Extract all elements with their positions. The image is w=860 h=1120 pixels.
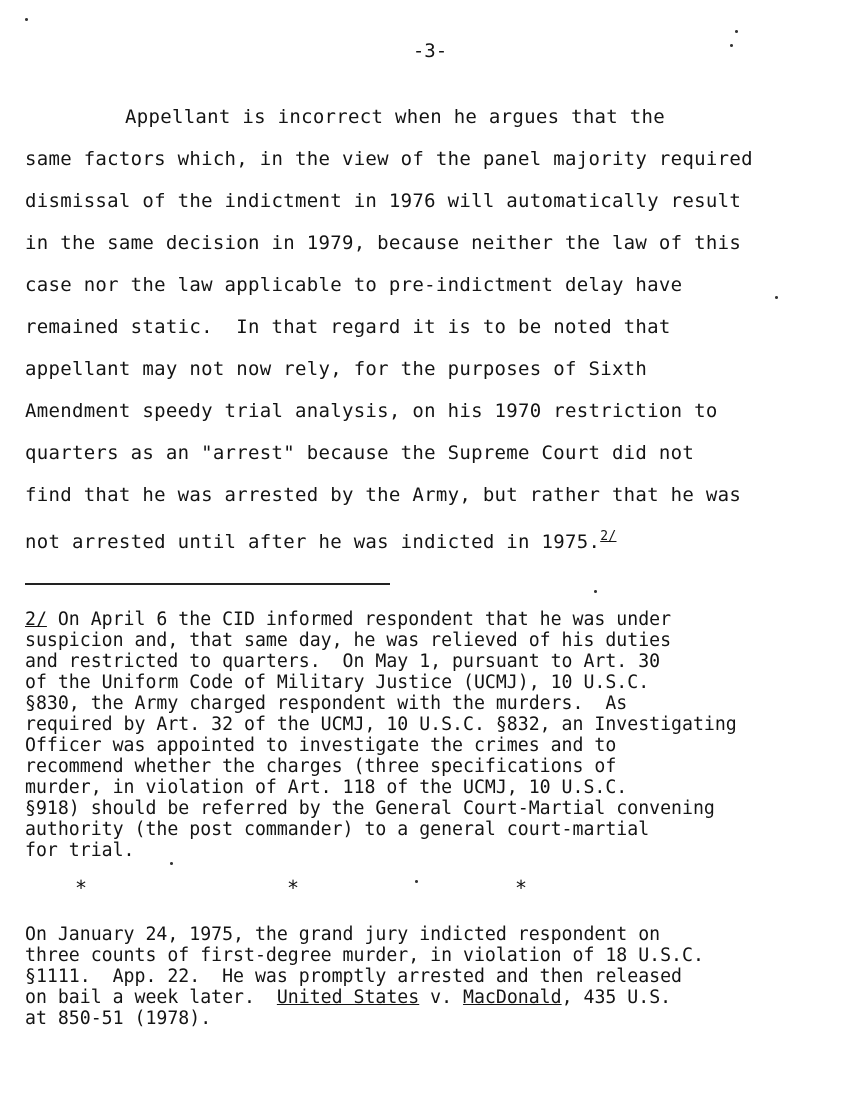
scan-speck bbox=[170, 862, 173, 865]
scan-speck bbox=[415, 880, 418, 883]
footnote-line: On January 24, 1975, the grand jury indicted respondent on bbox=[25, 924, 661, 945]
footnote-citation-line bbox=[25, 987, 855, 1008]
citation-prefix: on bail a week later. bbox=[25, 987, 277, 1008]
footnote-line: recommend whether the charges (three specifications of bbox=[25, 756, 617, 777]
body-text bbox=[25, 100, 835, 562]
body-line: Appellant is incorrect when he argues that the bbox=[125, 106, 665, 128]
footnote-reference: 2/ bbox=[600, 529, 617, 544]
body-line: Amendment speedy trial analysis, on his 1970 restriction to bbox=[25, 400, 718, 422]
footnote-line: §830, the Army charged respondent with the murders. As bbox=[25, 693, 628, 714]
body-line-last bbox=[25, 520, 835, 562]
case-name-part: United States bbox=[276, 987, 420, 1008]
body-line: quarters as an "arrest" because the Supreme Court did not bbox=[25, 442, 695, 464]
footnote-line: authority (the post commander) to a general court-martial bbox=[25, 819, 650, 840]
footnote-line: and restricted to quarters. On May 1, pursuant to Art. 30 bbox=[25, 651, 661, 672]
scan-speck bbox=[735, 30, 738, 33]
footnote-first-line bbox=[25, 609, 855, 630]
footnote-line: three counts of first-degree murder, in violation of 18 U.S.C. bbox=[25, 945, 704, 966]
ellipsis-star: * bbox=[287, 876, 300, 900]
body-line: dismissal of the indictment in 1976 will automatically result bbox=[25, 190, 742, 212]
footnote-line: at 850-51 (1978). bbox=[25, 1008, 212, 1029]
body-line: case nor the law applicable to pre-indictment delay have bbox=[25, 274, 683, 296]
body-line: appellant may not now rely, for the purposes of Sixth bbox=[25, 358, 648, 380]
footnote-text: On April 6 the CID informed respondent that he was under bbox=[46, 609, 672, 630]
scan-speck bbox=[594, 590, 597, 593]
footnote-marker: 2/ bbox=[25, 609, 47, 630]
body-line: find that he was arrested by the Army, but rather that he was bbox=[25, 484, 742, 506]
case-name-part: MacDonald bbox=[463, 987, 562, 1008]
footnote-line: of the Uniform Code of Military Justice (UCMJ), 10 U.S.C. bbox=[25, 672, 650, 693]
body-line: same factors which, in the view of the panel majority required bbox=[25, 148, 753, 170]
citation-suffix: , 435 U.S. bbox=[561, 987, 672, 1008]
case-versus: v. bbox=[419, 987, 464, 1008]
footnote-line: §1111. App. 22. He was promptly arrested and then released bbox=[25, 966, 682, 987]
scan-speck bbox=[775, 296, 778, 299]
footnote bbox=[25, 609, 855, 861]
footnote-continued bbox=[25, 924, 855, 1029]
body-line: remained static. In that regard it is to be noted that bbox=[25, 316, 671, 338]
ellipsis-star: * bbox=[515, 876, 528, 900]
footnote-line: §918) should be referred by the General Court-Martial convening bbox=[25, 798, 715, 819]
footnote-separator bbox=[25, 583, 390, 585]
scan-speck bbox=[730, 44, 733, 47]
ellipsis-star: * bbox=[75, 876, 88, 900]
footnote-line: for trial. bbox=[25, 840, 135, 861]
scan-speck bbox=[25, 18, 28, 21]
footnote-line: murder, in violation of Art. 118 of the UCMJ, 10 U.S.C. bbox=[25, 777, 628, 798]
page-number: -3- bbox=[412, 40, 448, 62]
footnote-line: required by Art. 32 of the UCMJ, 10 U.S.C. §832, an Investigating bbox=[25, 714, 737, 735]
body-line-text: not arrested until after he was indicted in 1975. bbox=[25, 531, 601, 553]
body-line: in the same decision in 1979, because neither the law of this bbox=[25, 232, 742, 254]
footnote-line: suspicion and, that same day, he was relieved of his duties bbox=[25, 630, 672, 651]
footnote-line: Officer was appointed to investigate the crimes and to bbox=[25, 735, 617, 756]
